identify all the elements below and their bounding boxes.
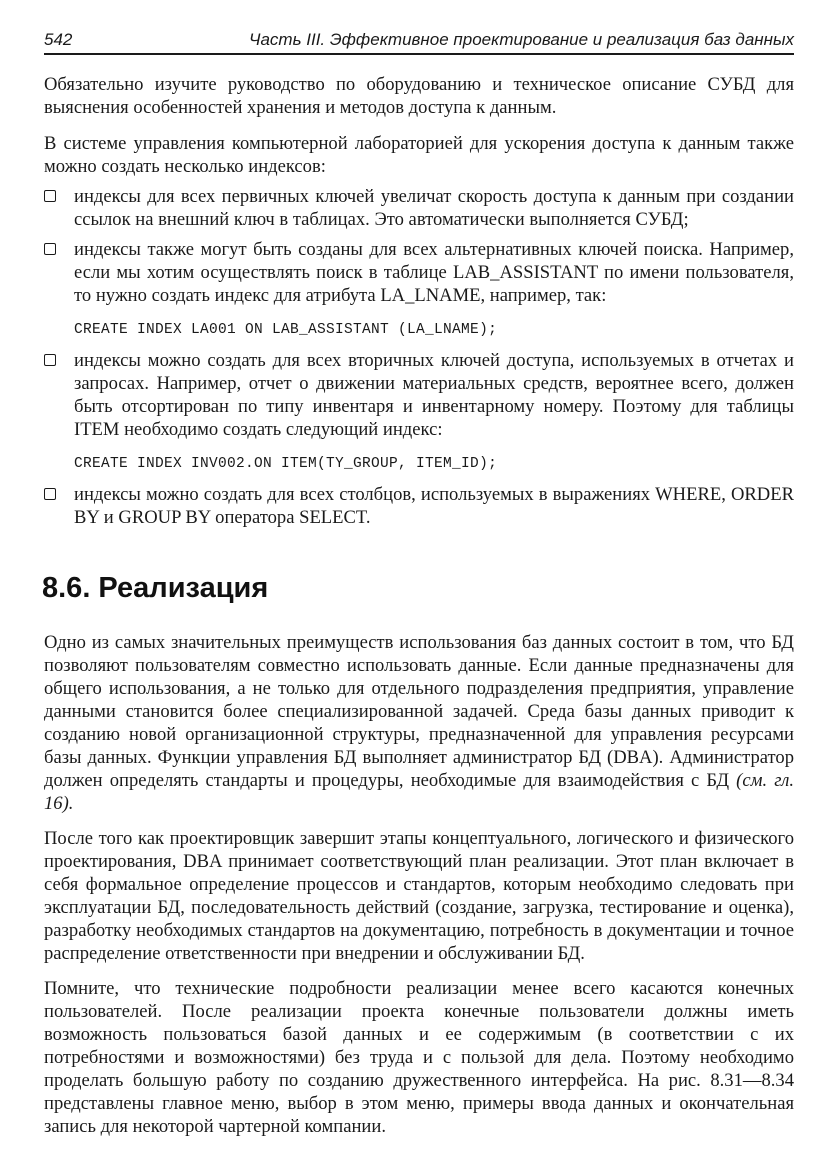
checkbox-bullet-icon	[44, 354, 56, 366]
code-sample: CREATE INDEX INV002.ON ITEM(TY_GROUP, ITEM_ID);	[74, 456, 498, 472]
checkbox-bullet-icon	[44, 190, 56, 202]
paragraph: После того как проектировщик завершит этапы концептуального, логического и физического проектирования, DBA принимает соответствующий план реализации. Этот план включает в себя формальное определение процессов и стандартов, которым необходимо следовать при эксплуатации БД, последовательность действий (создание, загрузка, тестирование и оценка), разработку необходимых стандартов на документацию, потребность в документации и точное распределение ответственности при внедрении и обслуживании БД.	[44, 828, 794, 964]
list-item	[44, 238, 794, 342]
checkbox-bullet-icon	[44, 243, 56, 255]
paragraph	[44, 631, 794, 815]
list-item-text: индексы также могут быть созданы для всех альтернативных ключей поиска. Например, если мы хотим осуществлять поиск в таблице LAB_ASSISTANT по имени пользователя, то нужно создать индекс для атрибута LA_LNAME, например, так:	[74, 239, 794, 306]
page-number: 542	[44, 30, 73, 49]
book-page	[44, 30, 794, 1138]
list-item-text: индексы можно создать для всех вторичных ключей доступа, используемых в отчетах и запросах. Например, отчет о движении материальных средств, вероятнее всего, должен быть отсортирован по типу инвентаря и инвентарному номеру. Поэтому для таблицы ITEM необходимо создать следующий индекс:	[74, 350, 794, 440]
list-item	[44, 349, 794, 476]
paragraph: Помните, что технические подробности реализации менее всего касаются конечных пользователей. После реализации проекта конечные пользователи должны иметь возможность пользоваться базой данных и ее содержимым (в соответствии с их потребностями и возможностями) без труда и с пользой для дела. Поэтому необходимо проделать большую работу по созданию дружественного интерфейса. На рис. 8.31—8.34 представлены главное меню, выбор в этом меню, примеры ввода данных и окончательная запись для некоторой чартерной компании.	[44, 978, 794, 1137]
index-bullet-list	[44, 185, 794, 529]
running-title: Часть III. Эффективное проектирование и реализация баз данных	[249, 30, 794, 49]
list-item	[44, 185, 794, 231]
page-body	[44, 73, 794, 1138]
code-sample: CREATE INDEX LA001 ON LAB_ASSISTANT (LA_LNAME);	[74, 322, 498, 338]
chapter-reference: (см. гл. 16).	[44, 770, 794, 814]
page-header	[44, 30, 794, 55]
paragraph: Обязательно изучите руководство по оборудованию и техническое описание СУБД для выяснения особенностей хранения и методов доступа к данным.	[44, 74, 794, 118]
list-item	[44, 483, 794, 529]
list-item-text: индексы для всех первичных ключей увеличат скорость доступа к данным при создании ссылок на внешний ключ в таблицах. Это автоматически выполняется СУБД;	[74, 186, 794, 230]
section-content	[44, 631, 794, 1138]
paragraph-text: Одно из самых значительных преимуществ использования баз данных состоит в том, что БД позволяют пользователям совместно использовать данные. Если данные предназначены для общего использования, а не только для отдельного подразделения предприятия, управление данными становится более специализированной задачей. Среда базы данных приводит к созданию новой организационной структуры, предназначенной для управления ресурсами базы данных. Функции управления БД выполняет администратор БД (DBA). Администратор должен определять стандарты и процедуры, необходимые для взаимодействия с БД	[44, 632, 794, 791]
paragraph: В системе управления компьютерной лабораторией для ускорения доступа к данным также можно создать несколько индексов:	[44, 133, 794, 177]
section-heading: 8.6. Реализация	[42, 572, 269, 604]
checkbox-bullet-icon	[44, 488, 56, 500]
list-item-text: индексы можно создать для всех столбцов, используемых в выражениях WHERE, ORDER BY и GROUP BY оператора SELECT.	[74, 484, 794, 528]
